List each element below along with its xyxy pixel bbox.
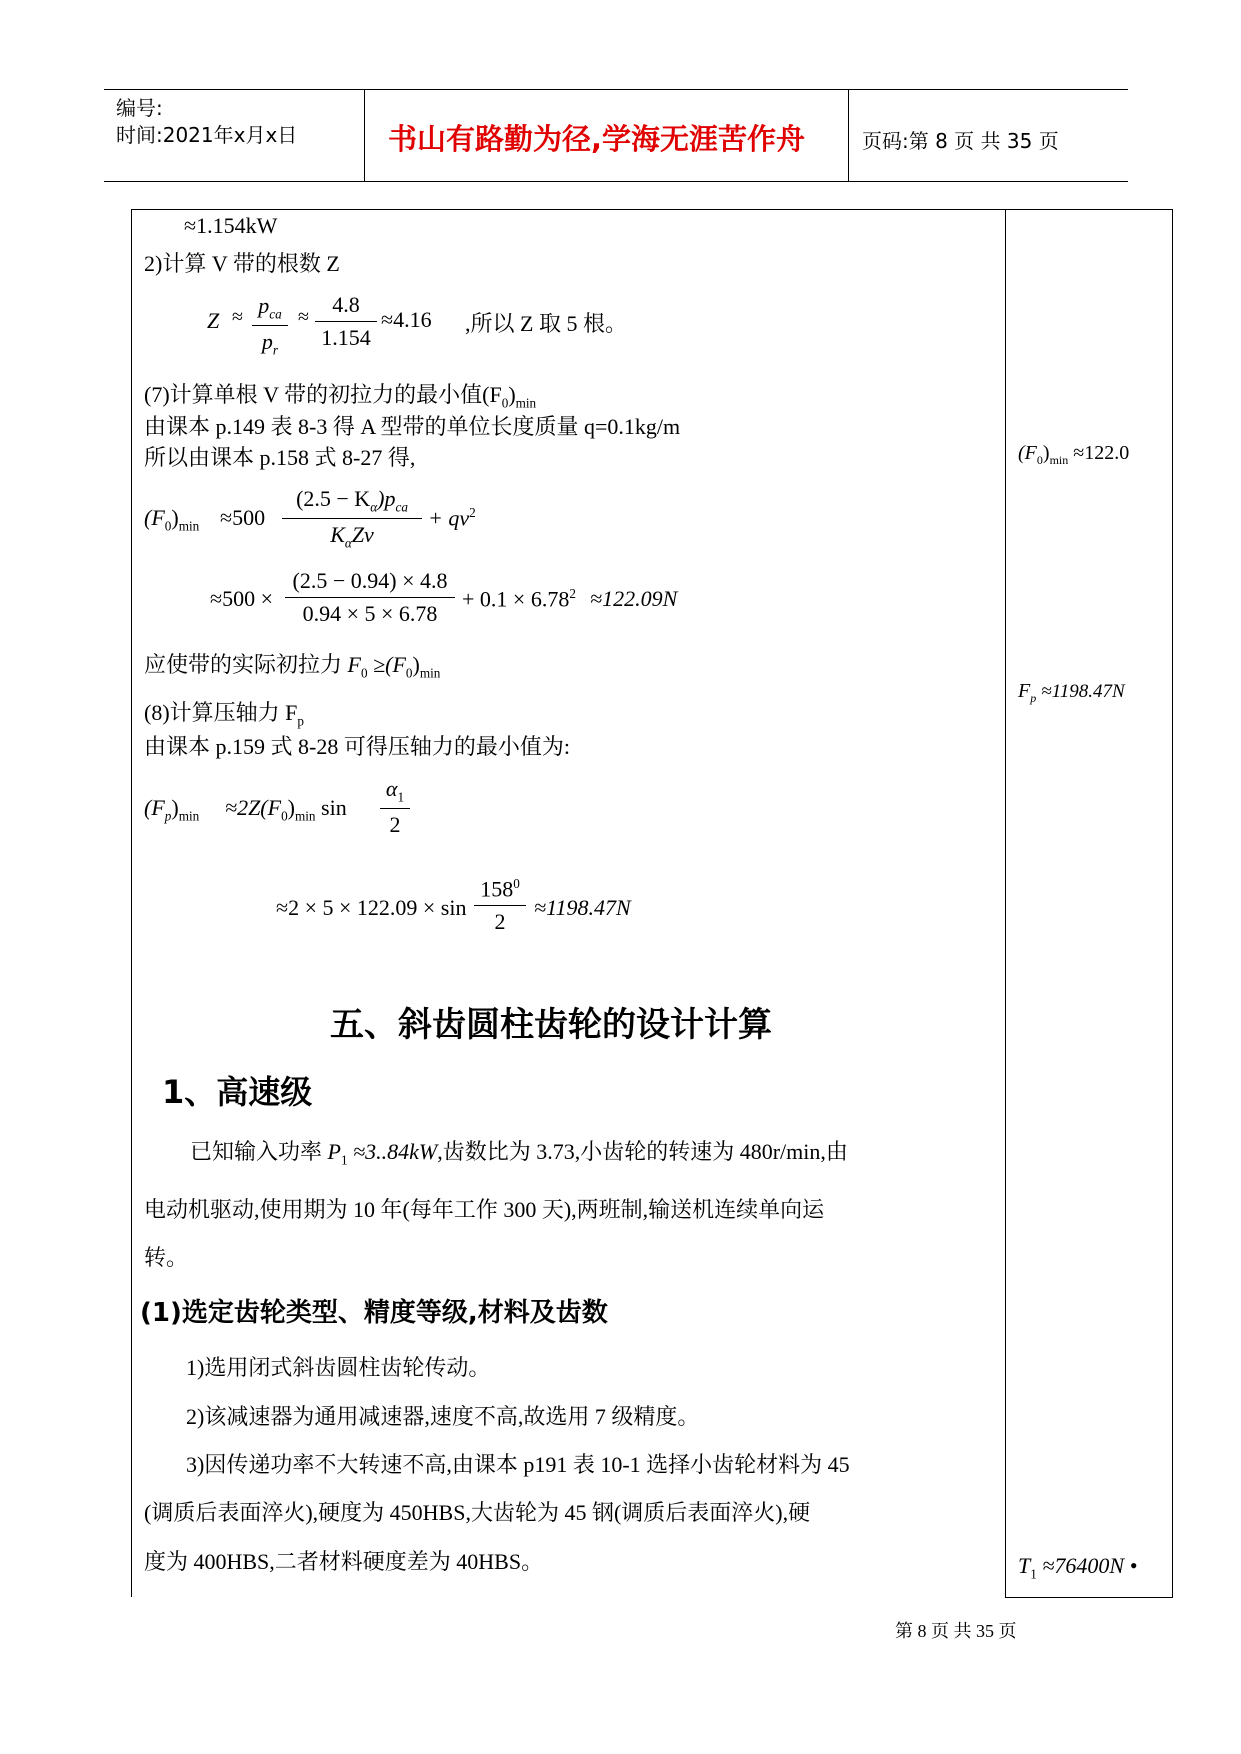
header-title: 书山有路勤为径,学海无涯苦作舟	[388, 122, 806, 156]
side-f0-sub: 0	[1036, 453, 1043, 467]
source-line-1: 由课本 p.149 表 8-3 得 A 型带的单位长度质量 q=0.1kg/m	[144, 414, 681, 439]
fp-lhs	[144, 795, 199, 824]
step-7-min: min	[515, 395, 537, 411]
f0-calc-tail-sup: 2	[569, 586, 576, 601]
side-f0-value: ≈122.0	[1073, 442, 1130, 464]
side-fp-result	[1018, 680, 1125, 706]
source-line-2: 所以由课本 p.158 式 8-27 得,	[144, 445, 416, 470]
f0-frac-den-sub: α	[344, 535, 352, 551]
side-fp-value: ≈1198.47N	[1041, 681, 1125, 702]
fp-fraction	[380, 776, 410, 838]
actual-pull-tail: )	[412, 652, 420, 677]
header-top-rule	[104, 89, 1128, 90]
f0-frac-num-tail: )p	[377, 486, 396, 511]
fp-lhs-tail: )	[171, 795, 179, 820]
f0-lhs-min: min	[178, 518, 200, 534]
intro-power-symbol: P	[327, 1139, 341, 1164]
section-title: 五、斜齿圆柱齿轮的设计计算	[330, 1005, 772, 1045]
fp-lhs-symbol: (F	[144, 795, 165, 820]
table-top-border	[131, 209, 1173, 210]
f0-frac-den: K	[330, 522, 345, 548]
f0-frac-num-sub: α	[370, 499, 378, 515]
z-note: ,所以 Z 取 5 根。	[465, 311, 627, 336]
actual-pull-sub-2: 0	[405, 665, 413, 681]
f0-lhs-sub: 0	[164, 518, 172, 534]
intro-power-sub: 1	[340, 1152, 348, 1168]
actual-pull-text: 应使带的实际初拉力	[144, 652, 343, 677]
f0-calc-den: 0.94 × 5 × 6.78	[302, 601, 438, 626]
side-t1-value: ≈76400N •	[1042, 1553, 1138, 1578]
header-bottom-rule	[104, 181, 1128, 182]
side-f0-result	[1018, 442, 1170, 468]
step-2-heading: 2)计算 V 带的根数 Z	[144, 251, 340, 276]
step-8-heading	[144, 696, 304, 729]
f0-tail	[428, 505, 476, 531]
fp-rhs-sub: 0	[281, 808, 288, 824]
f0-frac-den-tail: Zv	[351, 522, 374, 548]
fp-frac-num: α	[385, 776, 398, 801]
f0-lhs-symbol: (F	[144, 505, 165, 530]
fp-frac-den: 2	[389, 812, 401, 838]
intro-text-a: 已知输入功率	[190, 1139, 323, 1164]
z-fraction-symbolic	[252, 293, 288, 359]
fp-lhs-min: min	[178, 808, 200, 824]
item-3-line-3: 度为 400HBS,二者材料硬度差为 40HBS。	[144, 1549, 544, 1574]
document-number-label: 编号:	[116, 96, 163, 120]
z-approx-2: ≈	[298, 306, 309, 328]
actual-pull-relation: ≥(F	[373, 652, 406, 677]
actual-pull-symbol: F	[347, 652, 361, 677]
intro-line-2: 电动机驱动,使用期为 10 年(每年工作 300 天),两班制,输送机连续单向运	[144, 1197, 825, 1222]
side-fp-symbol: F	[1018, 680, 1031, 702]
document-time-label: 时间:2021年x月x日	[116, 123, 298, 147]
f0-tail-sup: 2	[469, 505, 476, 520]
fp-calc-fraction	[474, 876, 526, 935]
step-7-tail: )	[508, 382, 516, 407]
item-1: 1)选用闭式斜齿圆柱齿轮传动。	[186, 1355, 491, 1380]
fp-calc-num-sup: 0	[513, 876, 520, 891]
header-divider-left	[364, 89, 365, 181]
step-8-text: (8)计算压轴力 F	[144, 700, 298, 725]
f0-rhs-prefix: ≈500	[220, 505, 266, 530]
f0-fraction	[282, 486, 422, 552]
intro-power-value: ≈3..84kW	[353, 1139, 438, 1164]
f0-calc-tail	[462, 586, 576, 612]
table-middle-border	[1005, 209, 1006, 1597]
fp-rhs	[225, 795, 347, 824]
header-page-label: 页码:第 8 页 共 35 页	[862, 129, 1059, 153]
fp-rhs-min: min	[295, 808, 316, 824]
fp-lhs-sub: p	[164, 808, 172, 824]
power-result: ≈1.154kW	[184, 213, 278, 238]
sub-heading-1: (1)选定齿轮类型、精度等级,材料及齿数	[140, 1298, 608, 1328]
fp-calc-den: 2	[494, 909, 506, 935]
f0-lhs	[144, 505, 199, 534]
f0-calc-result: ≈122.09N	[590, 586, 678, 611]
z-frac-den-sub: r	[272, 342, 279, 358]
actual-pull-min: min	[419, 665, 441, 681]
header-divider-right	[848, 89, 849, 181]
item-2: 2)该减速器为通用减速器,速度不高,故选用 7 级精度。	[186, 1404, 700, 1429]
side-f0-tail: )	[1042, 442, 1050, 464]
table-right-border	[1172, 209, 1173, 1597]
side-f0-symbol: (F	[1018, 442, 1037, 464]
step-7-title: (7)计算单根 V 带的初拉力的最小值(F	[144, 382, 502, 407]
table-left-border	[131, 209, 132, 1597]
side-f0-min: min	[1049, 453, 1069, 467]
intro-line-3: 转。	[144, 1245, 189, 1270]
f0-calc-prefix: ≈500 ×	[210, 586, 273, 611]
z-symbol: Z	[207, 308, 220, 333]
fp-calc-prefix: ≈2 × 5 × 122.09 × sin	[276, 895, 467, 920]
f0-lhs-tail: )	[171, 505, 179, 530]
z-frac-num-value: 4.8	[332, 292, 360, 317]
fp-frac-num-sub: 1	[397, 789, 405, 805]
table-bottom-border	[1005, 1597, 1173, 1598]
step-7-heading	[144, 378, 536, 411]
f0-frac-num-tail-sub: ca	[395, 499, 408, 515]
z-approx-1: ≈	[232, 306, 243, 328]
item-3-line-2: (调质后表面淬火),硬度为 450HBS,大齿轮为 45 钢(调质后表面淬火),硬	[144, 1500, 811, 1525]
fp-rhs-text: ≈2Z(F	[225, 795, 282, 820]
f0-tail-text: + qv	[428, 505, 470, 531]
f0-frac-num: (2.5 − K	[296, 486, 371, 511]
z-frac-den: p	[261, 329, 273, 355]
step-7-sub: 0	[501, 395, 509, 411]
z-result: ≈4.16	[381, 307, 432, 332]
z-frac-num: p	[258, 293, 270, 318]
z-frac-num-sub: ca	[269, 306, 282, 322]
source-line-3: 由课本 p.159 式 8-28 可得压轴力的最小值为:	[144, 734, 570, 759]
fp-sin: sin	[321, 795, 347, 820]
item-3-line-1: 3)因传递功率不大转速不高,由课本 p191 表 10-1 选择小齿轮材料为 45	[186, 1452, 850, 1477]
f0-calc-fraction	[285, 568, 455, 627]
z-fraction-numeric	[315, 292, 377, 351]
fp-rhs-tail: )	[287, 795, 295, 820]
side-t1-result	[1018, 1553, 1170, 1582]
fp-calc-num: 158	[480, 876, 514, 902]
f0-calc-tail-text: + 0.1 × 6.78	[462, 586, 570, 612]
side-t1-sub: 1	[1030, 1566, 1037, 1582]
subsection-title: 1、高速级	[162, 1073, 313, 1111]
actual-pull-line	[144, 648, 440, 681]
footer-page-number: 第 8 页 共 35 页	[895, 1621, 1017, 1641]
step-8-sub: p	[297, 713, 304, 729]
z-frac-den-value: 1.154	[321, 325, 371, 350]
side-fp-sub: p	[1030, 691, 1037, 705]
intro-line-1	[190, 1135, 848, 1168]
f0-calc-num: (2.5 − 0.94) × 4.8	[292, 568, 448, 593]
actual-pull-sub: 0	[360, 665, 368, 681]
fp-calc-result: ≈1198.47N	[534, 895, 631, 920]
side-t1-symbol: T	[1018, 1553, 1031, 1578]
intro-text-tail: ,齿数比为 3.73,小齿轮的转速为 480r/min,由	[437, 1139, 848, 1164]
